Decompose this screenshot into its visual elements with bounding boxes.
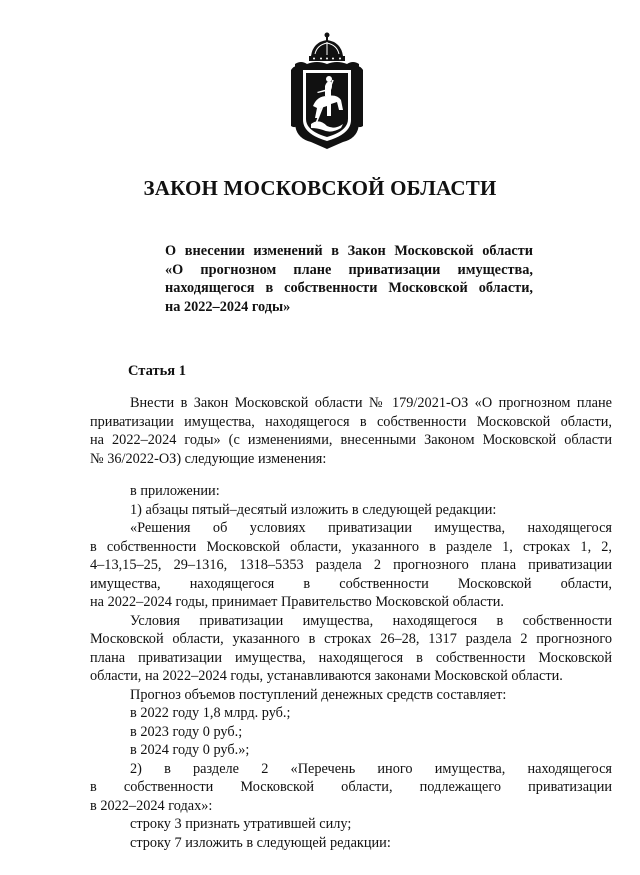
law-title: ЗАКОН МОСКОВСКОЙ ОБЛАСТИ [143, 176, 497, 200]
text-line: имущества, находящегося в собственности Московской области, [90, 575, 612, 592]
law-subject [165, 242, 533, 316]
text-line: 2) в разделе 2 «Перечень иного имущества, находящегося [130, 760, 612, 777]
subject-line: находящегося в собственности Московской области, [165, 280, 533, 296]
moscow-oblast-coat-of-arms-icon [287, 30, 367, 150]
text-line: Внести в Закон Московской области № 179/2021-ОЗ «О прогнозном плане [130, 395, 612, 411]
text-line: 4–13,15–25, 29–1316, 1318–5353 раздела 2 прогнозного плана приватизации [90, 557, 612, 573]
subject-line: «О прогнозном плане приватизации имущества, [165, 261, 533, 278]
text-line: в приложении: [130, 483, 220, 499]
text-line: «Решения об условиях приватизации имущества, находящегося [130, 520, 612, 536]
text-line: Прогноз объемов поступлений денежных средств составляет: [130, 686, 507, 703]
text-line: в 2023 году 0 руб.; [130, 723, 243, 740]
article-heading: Статья 1 [128, 363, 186, 379]
text-line: в собственности Московской области, указанного в разделе 1, строках 1, 2, [90, 538, 612, 555]
subject-line: на 2022–2024 годы» [165, 298, 291, 315]
text-line: Московской области, указанного в строках 26–28, 1317 раздела 2 прогнозного [90, 631, 612, 647]
text-line: области, на 2022–2024 годы, устанавливаются законами Московской области. [90, 668, 563, 684]
amendments-block [90, 482, 612, 852]
text-line: в 2022–2024 годах»: [90, 797, 213, 814]
text-line: № 36/2022-ОЗ) следующие изменения: [90, 450, 327, 467]
text-line: плана приватизации имущества, находящегося в собственности Московской [90, 649, 612, 666]
text-line: 1) абзацы пятый–десятый изложить в следующей редакции: [130, 501, 497, 518]
text-line: в 2022 году 1,8 млрд. руб.; [130, 705, 291, 721]
intro-paragraph [90, 394, 612, 468]
text-line: Условия приватизации имущества, находящегося в собственности [130, 612, 612, 629]
text-line: на 2022–2024 годы, принимает Правительство Московской области. [90, 594, 504, 610]
text-line: в собственности Московской области, подлежащего приватизации [90, 779, 612, 795]
text-line: строку 3 признать утратившей силу; [130, 816, 352, 832]
text-line: в 2024 году 0 руб.»; [130, 742, 250, 758]
text-line: на 2022–2024 годы» (с изменениями, внесенными Законом Московской области [90, 432, 612, 448]
subject-line: О внесении изменений в Закон Московской области [165, 243, 533, 259]
text-line: приватизации имущества, находящегося в собственности Московской области, [90, 413, 612, 430]
text-line: строку 7 изложить в следующей редакции: [130, 834, 391, 851]
